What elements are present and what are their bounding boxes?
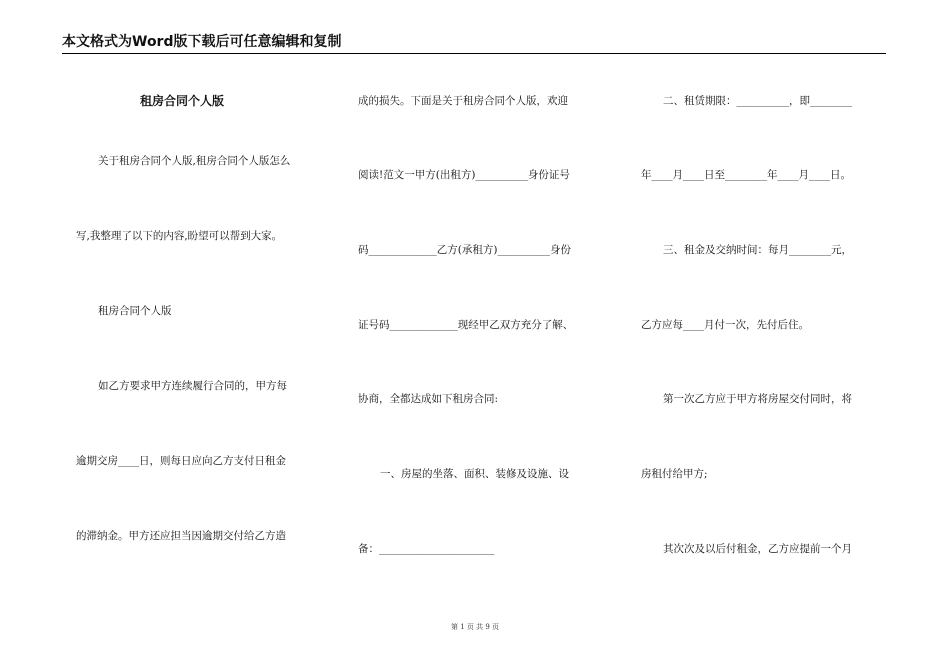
page-number: 第 1 页 共 9 页 bbox=[450, 623, 500, 631]
paragraph-line: 协商，全都达成如下租房合同: bbox=[358, 393, 499, 405]
paragraph-line: 第一次乙方应于甲方将房屋交付同时，将 bbox=[663, 393, 852, 405]
paragraph-line: 成的损失。下面是关于租房合同个人版，欢迎 bbox=[358, 95, 568, 107]
paragraph-line: 年____月____日至________年____月____日。 bbox=[641, 169, 851, 181]
paragraph-line: 码_____________乙方(承租方)__________身份 bbox=[358, 244, 571, 256]
page-header: 本文格式为Word版下载后可任意编辑和复制 bbox=[62, 34, 342, 50]
paragraph-line: 其次次及以后付租金，乙方应提前一个月 bbox=[663, 543, 852, 555]
document-title: 租房合同个人版 bbox=[140, 94, 225, 108]
paragraph-line: 写,我整理了以下的内容,盼望可以帮到大家。 bbox=[76, 230, 283, 242]
paragraph-line: 二、租赁期限：__________，即________ bbox=[663, 95, 852, 107]
paragraph-line: 证号码_____________现经甲乙双方充分了解、 bbox=[358, 319, 574, 331]
header-rule bbox=[62, 53, 886, 54]
paragraph-line: 备：______________________ bbox=[358, 543, 495, 555]
paragraph-line: 的滞纳金。甲方还应担当因逾期交付给乙方造 bbox=[76, 530, 286, 542]
paragraph-line: 三、租金及交纳时间：每月________元， bbox=[663, 244, 852, 256]
paragraph-line: 如乙方要求甲方连续履行合同的，甲方每 bbox=[98, 380, 287, 392]
paragraph-line: 一、房屋的坐落、面积、装修及设施、设 bbox=[380, 468, 569, 480]
section-heading: 租房合同个人版 bbox=[98, 305, 172, 317]
paragraph-line: 房租付给甲方; bbox=[641, 468, 708, 480]
paragraph-line: 乙方应每____月付一次，先付后住。 bbox=[641, 319, 809, 331]
paragraph-line: 阅读!范文一甲方(出租方)__________身份证号 bbox=[358, 169, 570, 181]
paragraph-line: 关于租房合同个人版,租房合同个人版怎么 bbox=[98, 155, 291, 167]
paragraph-line: 逾期交房____日，则每日应向乙方支付日租金 bbox=[76, 455, 286, 467]
